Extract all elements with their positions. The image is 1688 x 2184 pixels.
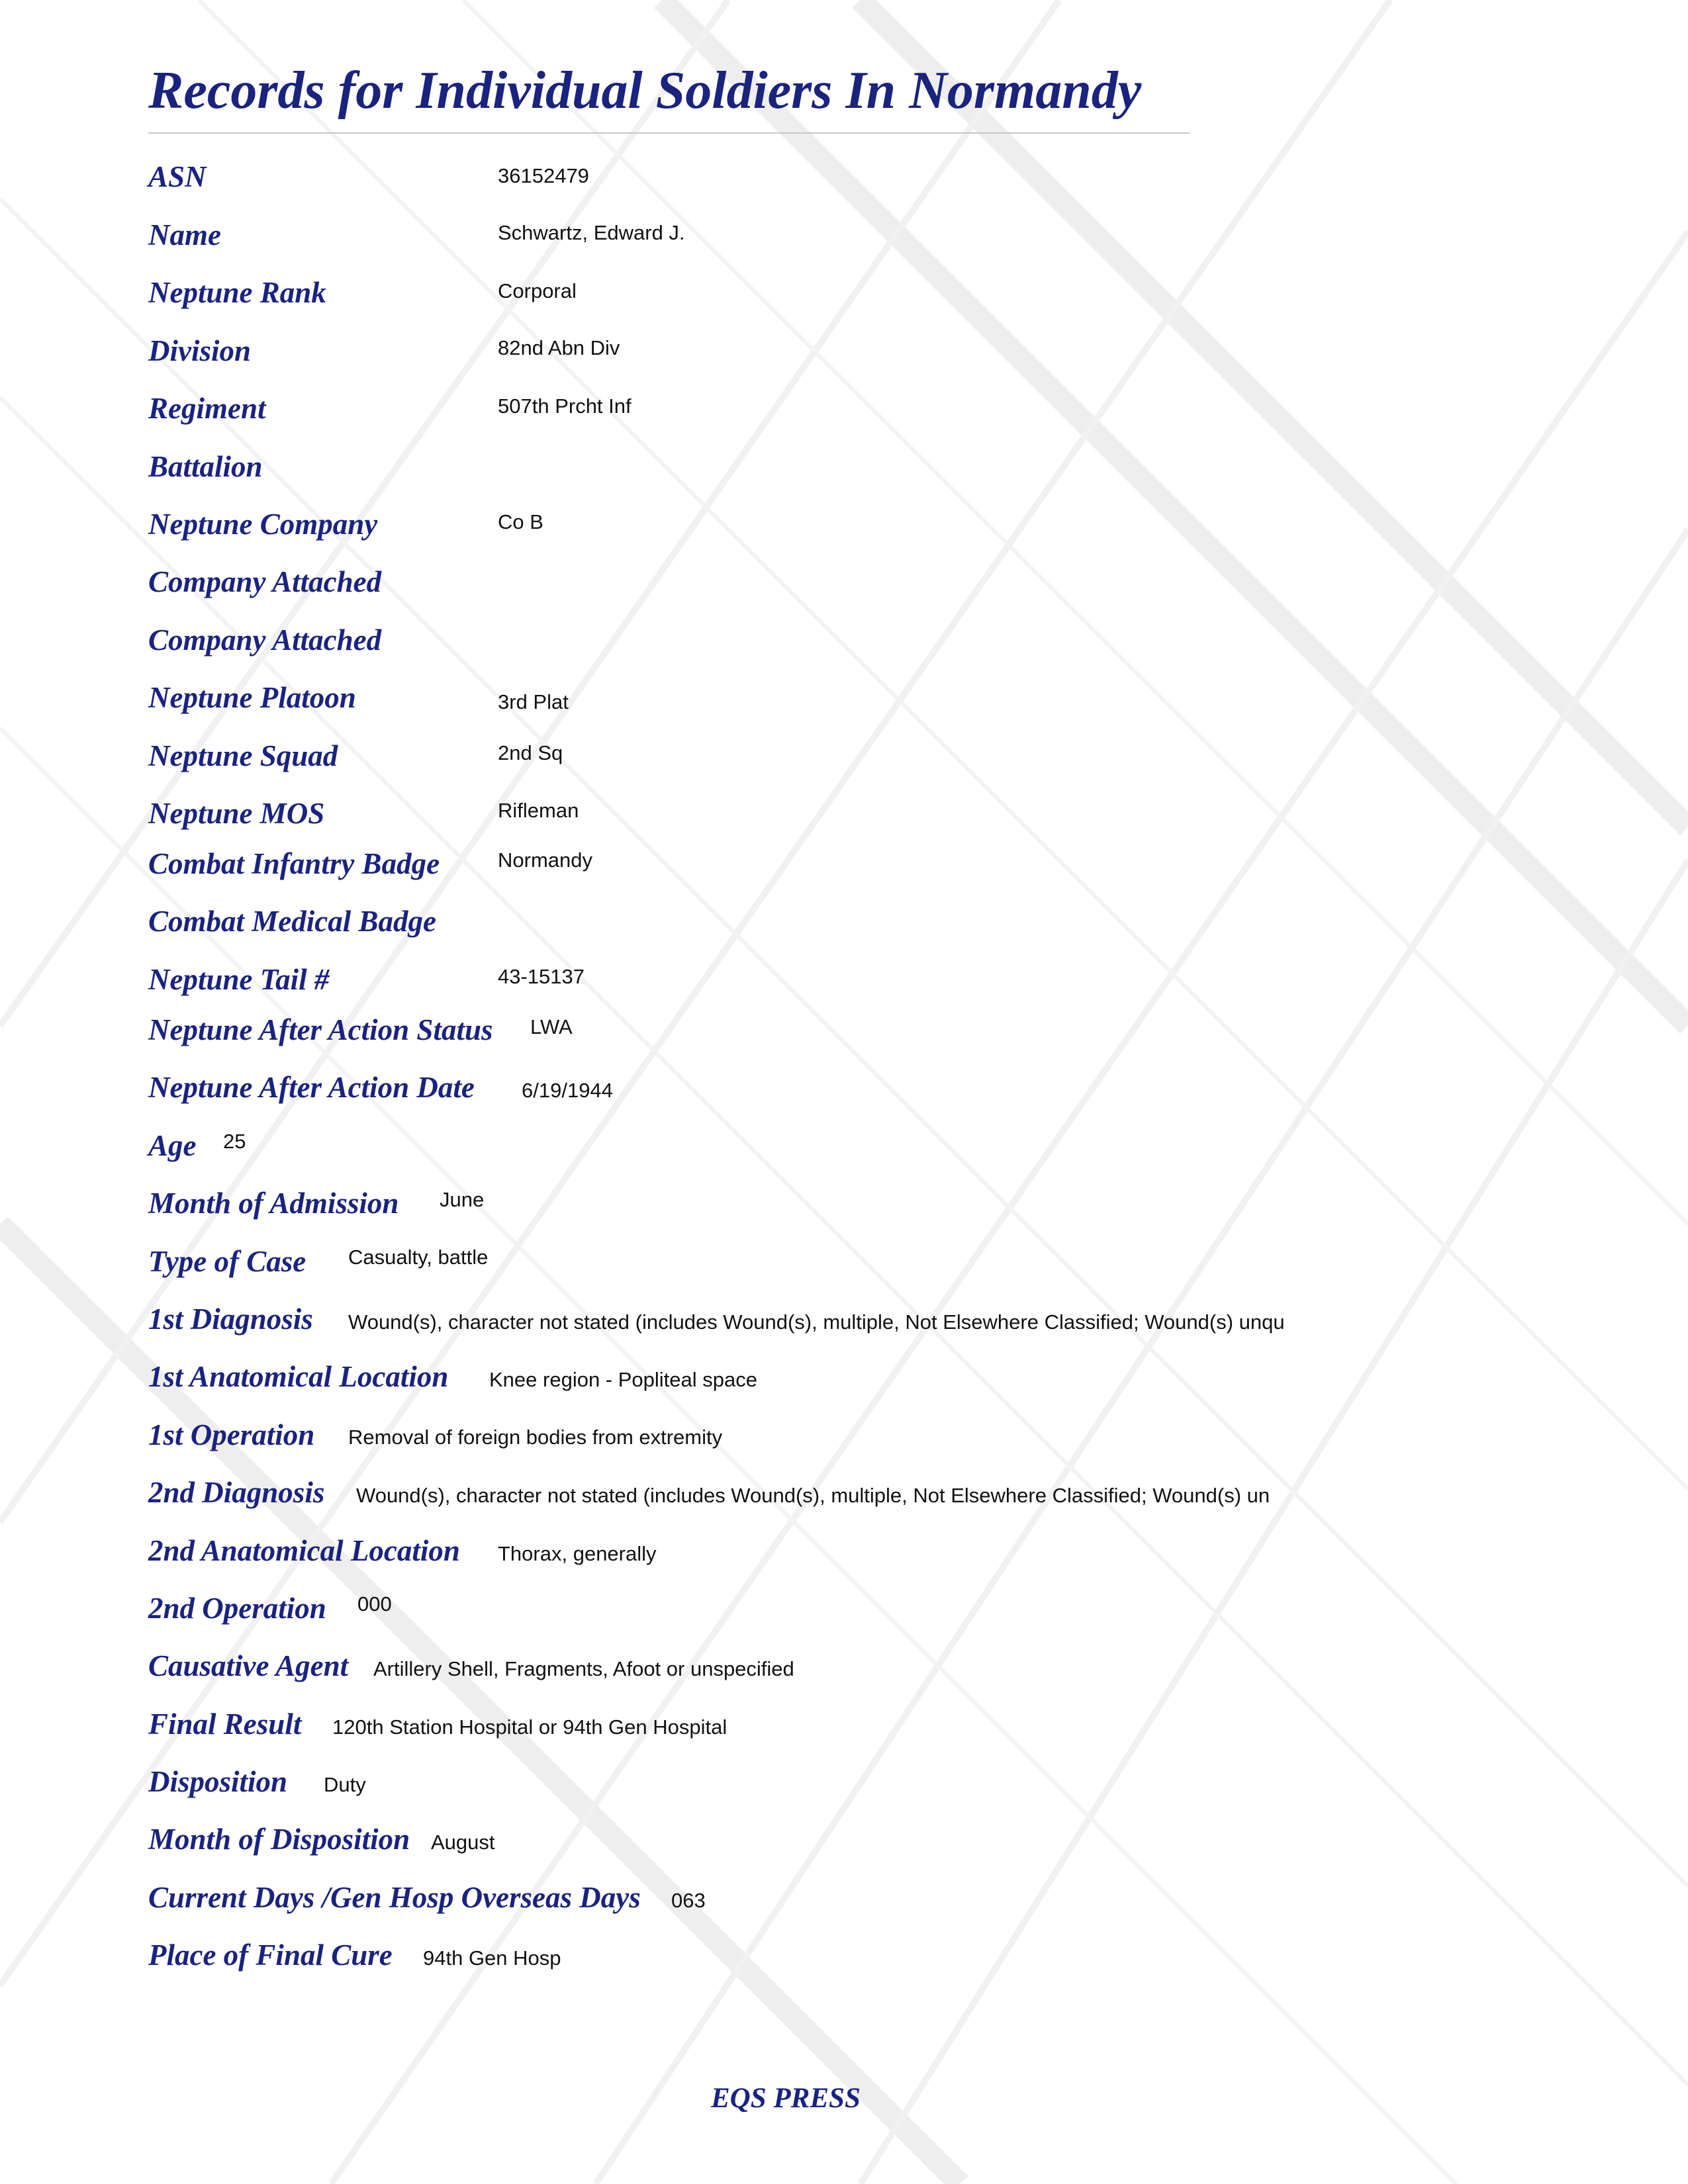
place-of-final-cure-label: Place of Final Cure	[148, 1938, 393, 1972]
neptune-rank-value: Corporal	[498, 279, 577, 302]
anatomical-location-2-label: 2nd Anatomical Location	[148, 1534, 460, 1567]
age-label: Age	[148, 1129, 197, 1162]
neptune-mos-label: Neptune MOS	[148, 797, 325, 830]
neptune-squad-value: 2nd Sq	[498, 741, 563, 764]
battalion-label: Battalion	[148, 450, 263, 483]
page-title: Records for Individual Soldiers In Normandy	[148, 62, 1142, 120]
month-of-disposition-label: Month of Disposition	[148, 1823, 410, 1856]
month-of-disposition-value: August	[431, 1831, 495, 1854]
after-action-status-value: LWA	[530, 1015, 573, 1038]
asn-label: ASN	[148, 160, 207, 193]
overseas-days-label: Current Days /Gen Hosp Overseas Days	[148, 1881, 641, 1914]
diagnosis-2-value: Wound(s), character not stated (includes Wound(s), multiple, Not Elsewhere Classified; Wound(s) un	[356, 1484, 1270, 1507]
anatomical-location-1-label: 1st Anatomical Location	[148, 1360, 449, 1393]
disposition-value: Duty	[324, 1773, 366, 1796]
combat-medical-badge-label: Combat Medical Badge	[148, 905, 436, 938]
regiment-label: Regiment	[148, 392, 266, 425]
neptune-rank-label: Neptune Rank	[148, 276, 326, 309]
place-of-final-cure-value: 94th Gen Hosp	[423, 1946, 561, 1970]
division-label: Division	[148, 334, 252, 367]
neptune-tail-label: Neptune Tail #	[148, 963, 330, 996]
anatomical-location-2-value: Thorax, generally	[498, 1542, 657, 1565]
company-attached-label: Company Attached	[148, 623, 382, 657]
name-label: Name	[148, 218, 221, 251]
after-action-date-label: Neptune After Action Date	[148, 1071, 475, 1104]
anatomical-location-1-value: Knee region - Popliteal space	[489, 1368, 757, 1391]
type-of-case-label: Type of Case	[148, 1245, 306, 1278]
neptune-platoon-value: 3rd Plat	[498, 690, 569, 713]
operation-1-label: 1st Operation	[148, 1418, 315, 1451]
publisher-footer: EQS PRESS	[711, 2083, 861, 2114]
after-action-date-value: 6/19/1944	[522, 1079, 613, 1102]
after-action-status-label: Neptune After Action Status	[148, 1013, 493, 1046]
operation-1-value: Removal of foreign bodies from extremity	[348, 1426, 723, 1449]
title-divider	[148, 132, 1190, 134]
operation-2-label: 2nd Operation	[148, 1592, 326, 1625]
neptune-company-label: Neptune Company	[148, 508, 378, 541]
name-value: Schwartz, Edward J.	[498, 221, 685, 244]
diagnosis-2-label: 2nd Diagnosis	[148, 1476, 325, 1509]
company-attached-label: Company Attached	[148, 565, 382, 598]
neptune-tail-value: 43-15137	[498, 965, 585, 988]
asn-value: 36152479	[498, 164, 589, 187]
causative-agent-label: Causative Agent	[148, 1649, 349, 1682]
division-value: 82nd Abn Div	[498, 336, 620, 359]
diagnosis-1-value: Wound(s), character not stated (includes Wound(s), multiple, Not Elsewhere Classified; Wound(s) unqu	[348, 1310, 1285, 1334]
type-of-case-value: Casualty, battle	[348, 1246, 489, 1269]
final-result-value: 120th Station Hospital or 94th Gen Hospital	[332, 1715, 727, 1739]
causative-agent-value: Artillery Shell, Fragments, Afoot or unspecified	[373, 1657, 794, 1680]
neptune-mos-value: Rifleman	[498, 799, 579, 822]
neptune-squad-label: Neptune Squad	[148, 739, 338, 772]
operation-2-value: 000	[357, 1592, 392, 1615]
month-of-admission-label: Month of Admission	[148, 1187, 399, 1220]
combat-infantry-badge-label: Combat Infantry Badge	[148, 847, 440, 880]
month-of-admission-value: June	[440, 1188, 485, 1211]
neptune-company-value: Co B	[498, 510, 543, 533]
disposition-label: Disposition	[148, 1765, 288, 1798]
age-value: 25	[223, 1130, 246, 1153]
regiment-value: 507th Prcht Inf	[498, 394, 632, 418]
diagnosis-1-label: 1st Diagnosis	[148, 1302, 313, 1336]
neptune-platoon-label: Neptune Platoon	[148, 681, 356, 714]
final-result-label: Final Result	[148, 1707, 302, 1741]
combat-infantry-badge-value: Normandy	[498, 848, 592, 872]
overseas-days-value: 063	[671, 1889, 706, 1912]
